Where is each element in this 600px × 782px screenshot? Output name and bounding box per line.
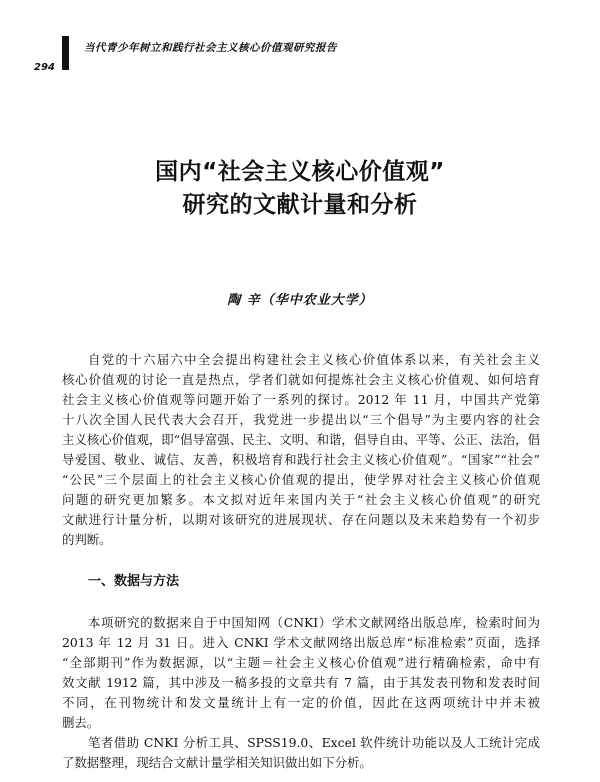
text-line: 导爱国、敬业、诚信、友善，积极培育和践行社会主义核心价值观”。“国家”“社会” bbox=[62, 452, 540, 467]
text-line: 自党的十六届六中全会提出构建社会主义核心价值体系以来，有关社会主义 bbox=[88, 352, 540, 367]
text-line: 文献进行计量分析，以期对该研究的进展现状、存在问题以及未来趋势有一个初步 bbox=[62, 512, 540, 527]
section-heading: 一、数据与方法 bbox=[88, 574, 180, 589]
text-line: 主义核心价值观，即“倡导富强、民主、文明、和谐，倡导自由、平等、公正、法治，倡 bbox=[62, 432, 540, 447]
text-line: 十八次全国人民代表大会召开，我党进一步提出以“三个倡导”为主要内容的社会 bbox=[62, 412, 540, 427]
text-line: 核心价值观的讨论一直是热点，学者们就如何提炼社会主义核心价值观、如何培育 bbox=[62, 372, 540, 387]
text-line: 了数据整理，现结合文献计量学相关知识做出如下分析。 bbox=[62, 755, 372, 770]
body-paragraph-2 bbox=[62, 733, 540, 773]
body-paragraph-1 bbox=[62, 613, 540, 733]
paper-title-line-1: 国内“社会主义核心价值观” bbox=[155, 159, 445, 185]
paper-title-line-2: 研究的文献计量和分析 bbox=[182, 192, 418, 218]
text-line: 社会主义核心价值观等问题开始了一系列的探讨。2012 年 11 月，中国共产党第 bbox=[62, 392, 540, 407]
text-line: 笔者借助 CNKI 分析工具、SPSS19.0、Excel 软件统计功能以及人工统计完成 bbox=[88, 735, 540, 750]
text-line: 不同，在刊物统计和发文量统计上有一定的价值，因此在这两项统计中并未被 bbox=[62, 695, 540, 710]
author-line bbox=[0, 289, 600, 308]
text-line: 本项研究的数据来自于中国知网（CNKI）学术文献网络出版总库，检索时间为 bbox=[88, 615, 540, 630]
header-bar bbox=[62, 36, 69, 70]
text-line: 删去。 bbox=[62, 715, 100, 730]
author-name: 陶 辛 bbox=[227, 293, 261, 308]
text-line: “全部期刊”作为数据源，以“主题＝社会主义核心价值观”进行精确检索，命中有 bbox=[62, 655, 540, 670]
text-line: “公民”三个层面上的社会主义核心价值观的提出，使学界对社会主义核心价值观 bbox=[62, 472, 540, 487]
text-line: 效文献 1912 篇，其中涉及一稿多投的文章共有 7 篇，由于其发表刊物和发表时间 bbox=[62, 675, 540, 690]
abstract-paragraph bbox=[62, 350, 540, 550]
author-affiliation: （华中农业大学） bbox=[260, 293, 373, 308]
text-line: 2013 年 12 月 31 日。进入 CNKI 学术文献网络出版总库“标准检索”页面，选择 bbox=[62, 635, 540, 650]
text-line: 的判断。 bbox=[62, 532, 112, 547]
text-line: 问题的研究更加繁多。本文拟对近年来国内关于“社会主义核心价值观”的研究 bbox=[62, 492, 540, 507]
page-number: 294 bbox=[34, 62, 55, 73]
running-header: 当代青少年树立和践行社会主义核心价值观研究报告 bbox=[84, 42, 337, 54]
